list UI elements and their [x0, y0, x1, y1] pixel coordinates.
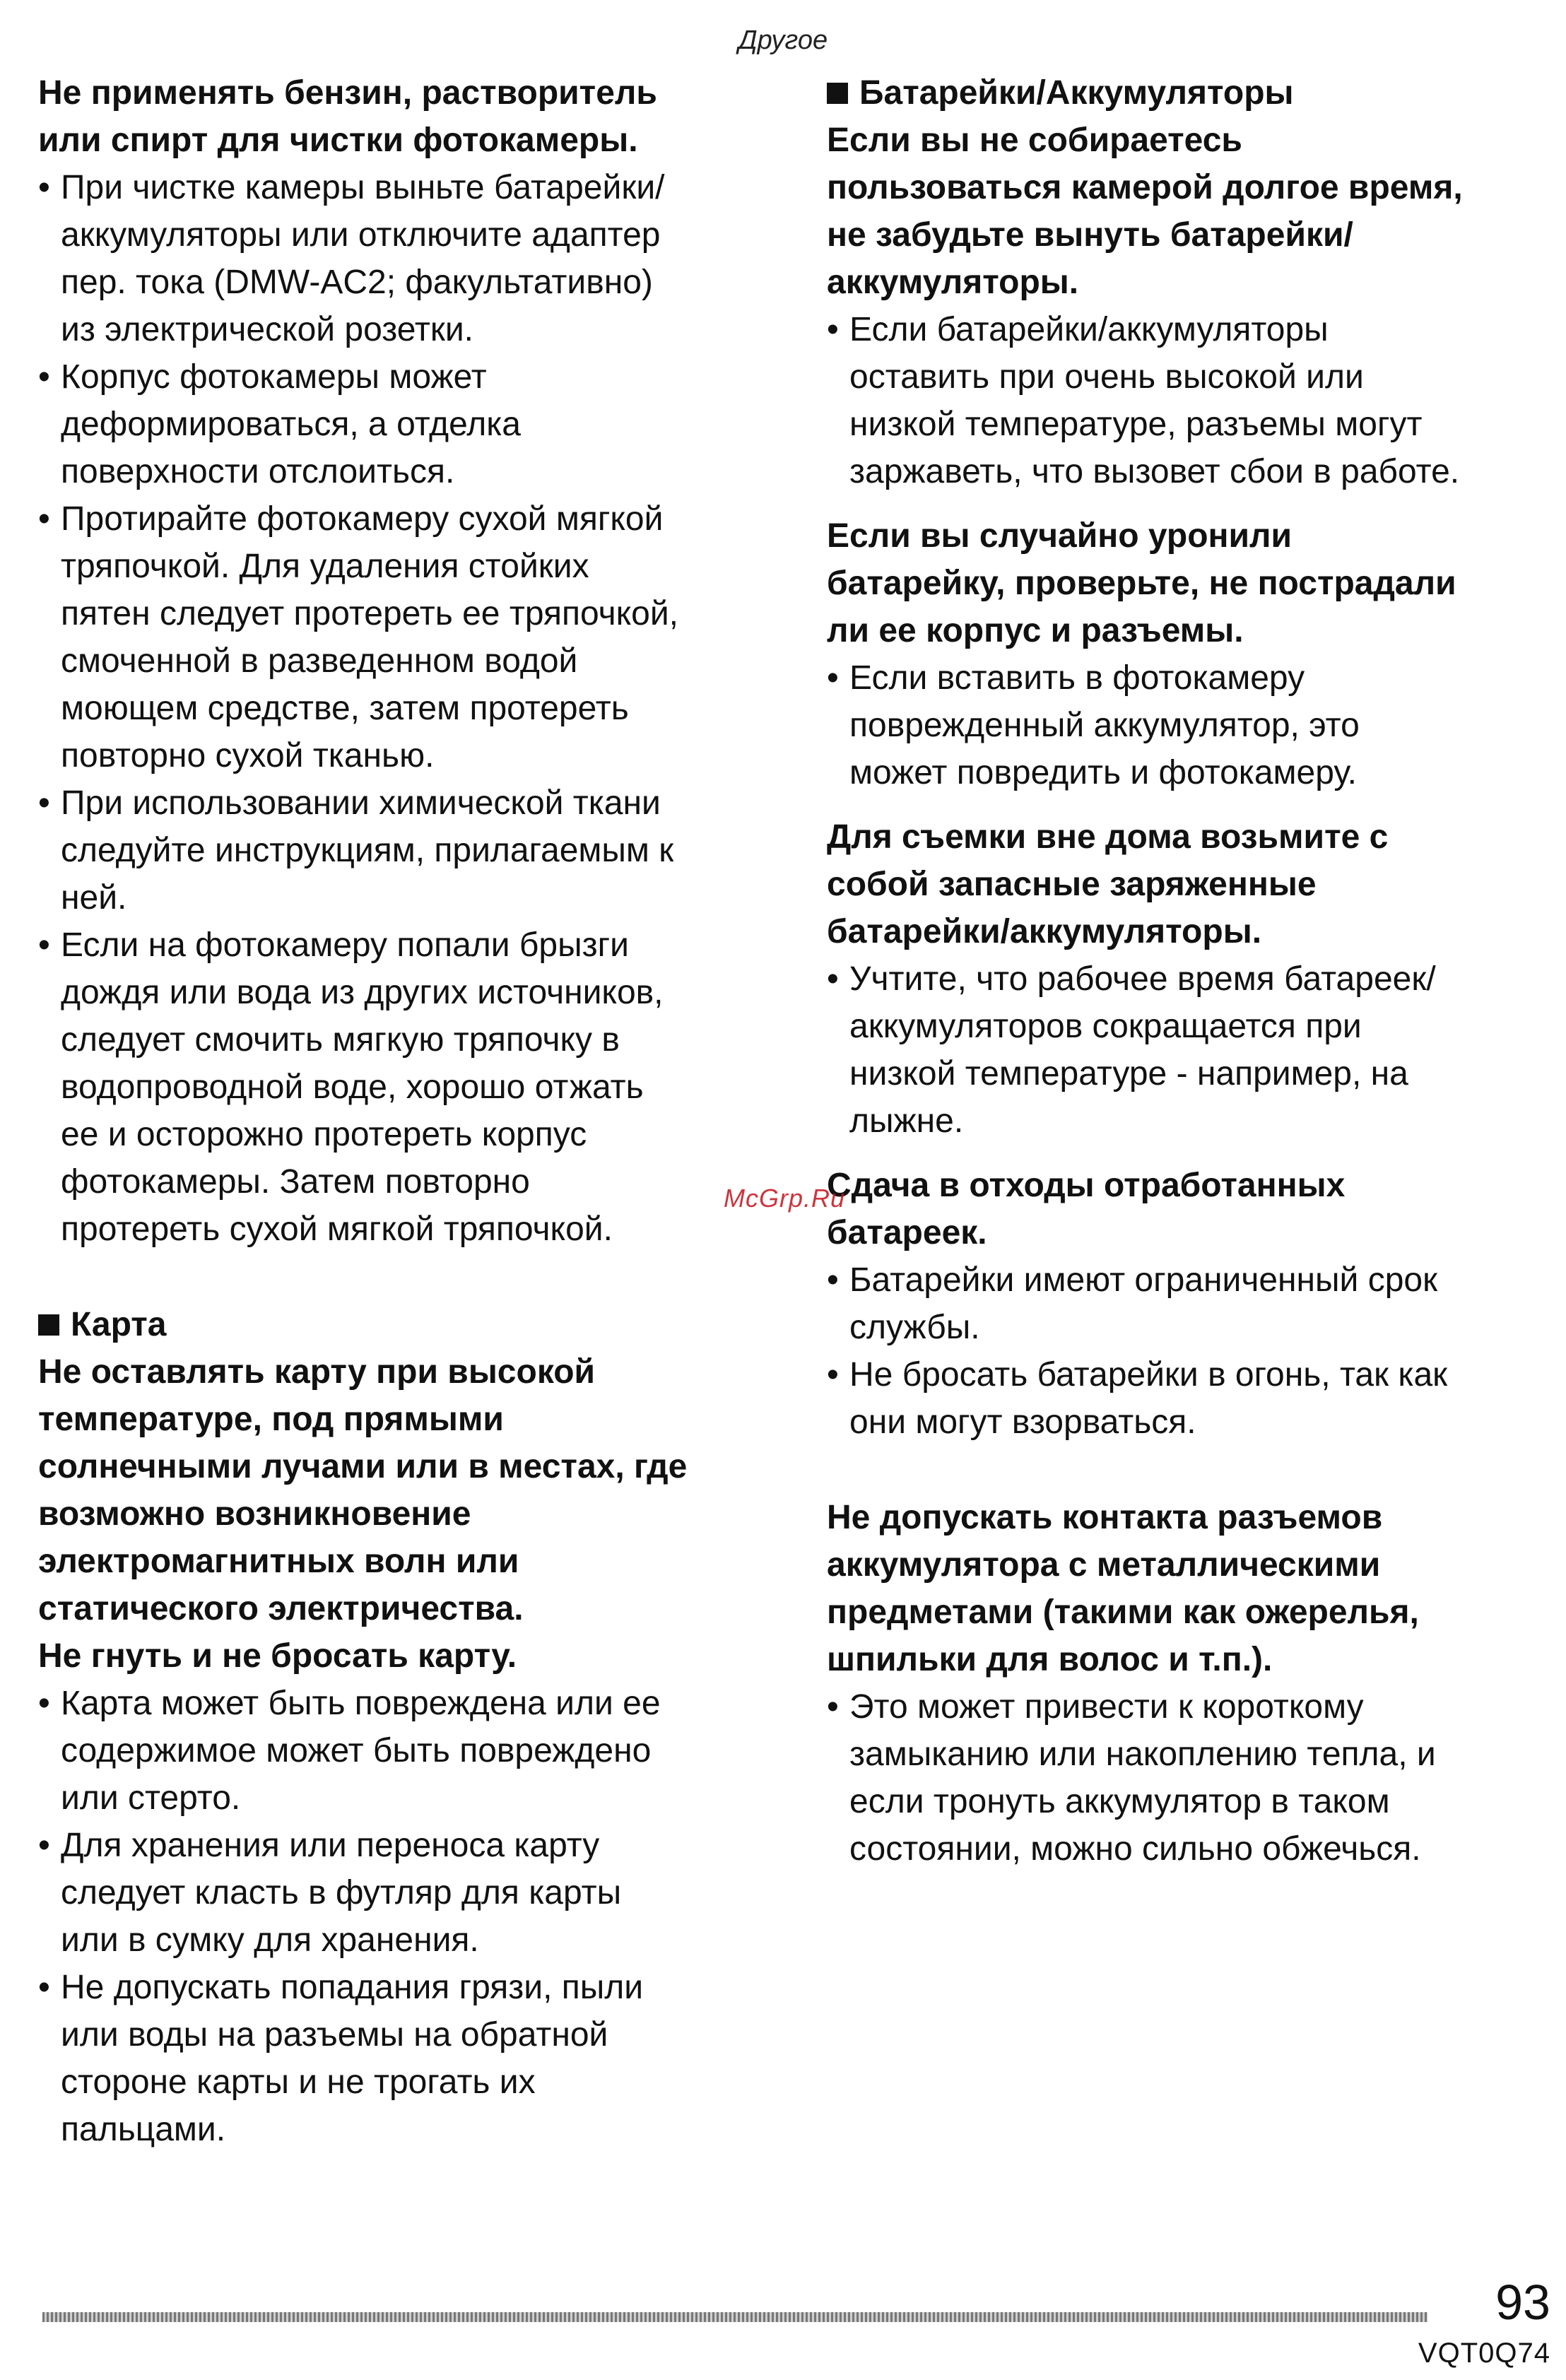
contacts-bullet-list [827, 1683, 1562, 1873]
list-item: • Протирайте фотокамеру сухой мягкой тряпочкой. Для удаления стойких пятен следует протереть ее тряпочкой, смоченной в разведенном водой моющем средстве, затем протереть повторно сухой тканью. [38, 495, 773, 779]
footer-divider [42, 2312, 1427, 2322]
section-header: Другое [738, 25, 828, 55]
spare-batteries-section [827, 813, 1562, 1145]
cleaning-bullet-list [38, 164, 773, 1253]
list-item: • Для хранения или переноса карту следует класть в футляр для карты или в сумку для хранения. [38, 1822, 773, 1964]
batteries-bullet-list [827, 306, 1562, 495]
list-item: • Не бросать батарейки в огонь, так как они могут взорваться. [827, 1351, 1562, 1446]
spare-batteries-heading: Для съемки вне дома возьмите с собой запасные заряженные батарейки/аккумуляторы. [827, 818, 1389, 950]
document-code: VQT0Q74 [1418, 2338, 1550, 2369]
black-square-icon [827, 83, 848, 104]
batteries-heading: Если вы не собираетесь пользоваться камерой долгое время, не забудьте вынуть батарейки/ аккумуляторы. [827, 122, 1463, 301]
list-item: • Батарейки имеют ограниченный срок службы. [827, 1256, 1562, 1351]
batteries-section [827, 69, 1562, 495]
list-item: • Если батарейки/аккумуляторы оставить при очень высокой или низкой температуре, разъемы могут заржаветь, что вызовет сбои в работе. [827, 306, 1562, 495]
card-heading-conditions: Не оставлять карту при высокой температуре, под прямыми солнечными лучами или в местах, где возможно возникновение электромагнитных волн или статического электричества. [38, 1353, 688, 1627]
card-title-text: Карта [71, 1306, 167, 1343]
disposal-section [827, 1162, 1562, 1446]
disposal-heading: Сдача в отходы отработанных батареек. [827, 1167, 1346, 1251]
dropped-battery-section [827, 512, 1562, 796]
list-item: • Если на фотокамеру попали брызги дождя или вода из других источников, следует смочить мягкую тряпочку в водопроводной воде, хорошо отжать ее и осторожно протереть корпус фотокамеры. Затем повторно протереть сухой мягкой тряпочкой. [38, 921, 773, 1253]
list-item: • Если вставить в фотокамеру поврежденный аккумулятор, это может повредить и фотокамеру. [827, 654, 1562, 796]
cleaning-section [38, 69, 773, 1253]
batteries-title-text: Батарейки/Аккумуляторы [859, 74, 1294, 112]
list-item: • Карта может быть повреждена или ее содержимое может быть повреждено или стерто. [38, 1680, 773, 1822]
card-bullet-list [38, 1680, 773, 2153]
batteries-section-title [827, 69, 1562, 117]
disposal-bullet-list [827, 1256, 1562, 1446]
card-heading-handling: Не гнуть и не бросать карту. [38, 1637, 517, 1675]
watermark: McGrp.Ru [724, 1184, 846, 1213]
cleaning-heading: Не применять бензин, растворитель или спирт для чистки фотокамеры. [38, 74, 657, 159]
list-item: • При чистке камеры выньте батарейки/ аккумуляторы или отключите адаптер пер. тока (DMW-AC2; факультативно) из электрической розетки. [38, 164, 773, 353]
list-item: • Корпус фотокамеры может деформироваться, а отделка поверхности отслоиться. [38, 353, 773, 495]
contacts-heading: Не допускать контакта разъемов аккумулятора с металлическими предметами (такими как ожерелья, шпильки для волос и т.п.). [827, 1499, 1419, 1678]
dropped-battery-bullet-list [827, 654, 1562, 796]
list-item: • Учтите, что рабочее время батареек/ аккумуляторов сокращается при низкой температуре - например, на лыжне. [827, 955, 1562, 1145]
page-number: 93 [1495, 2275, 1550, 2330]
spare-batteries-bullet-list [827, 955, 1562, 1145]
list-item: • Это может привести к короткому замыканию или накоплению тепла, и если тронуть аккумулятор в таком состоянии, можно сильно обжечься. [827, 1683, 1562, 1873]
right-column [827, 69, 1562, 1873]
left-column [38, 69, 773, 2153]
list-item: • Не допускать попадания грязи, пыли или воды на разъемы на обратной стороне карты и не трогать их пальцами. [38, 1964, 773, 2153]
black-square-icon [38, 1314, 59, 1336]
contacts-section [827, 1494, 1562, 1873]
dropped-battery-heading: Если вы случайно уронили батарейку, проверьте, не пострадали ли ее корпус и разъемы. [827, 517, 1456, 649]
list-item: • При использовании химической ткани следуйте инструкциям, прилагаемым к ней. [38, 779, 773, 921]
card-section [38, 1301, 773, 2153]
card-section-title [38, 1301, 773, 1348]
